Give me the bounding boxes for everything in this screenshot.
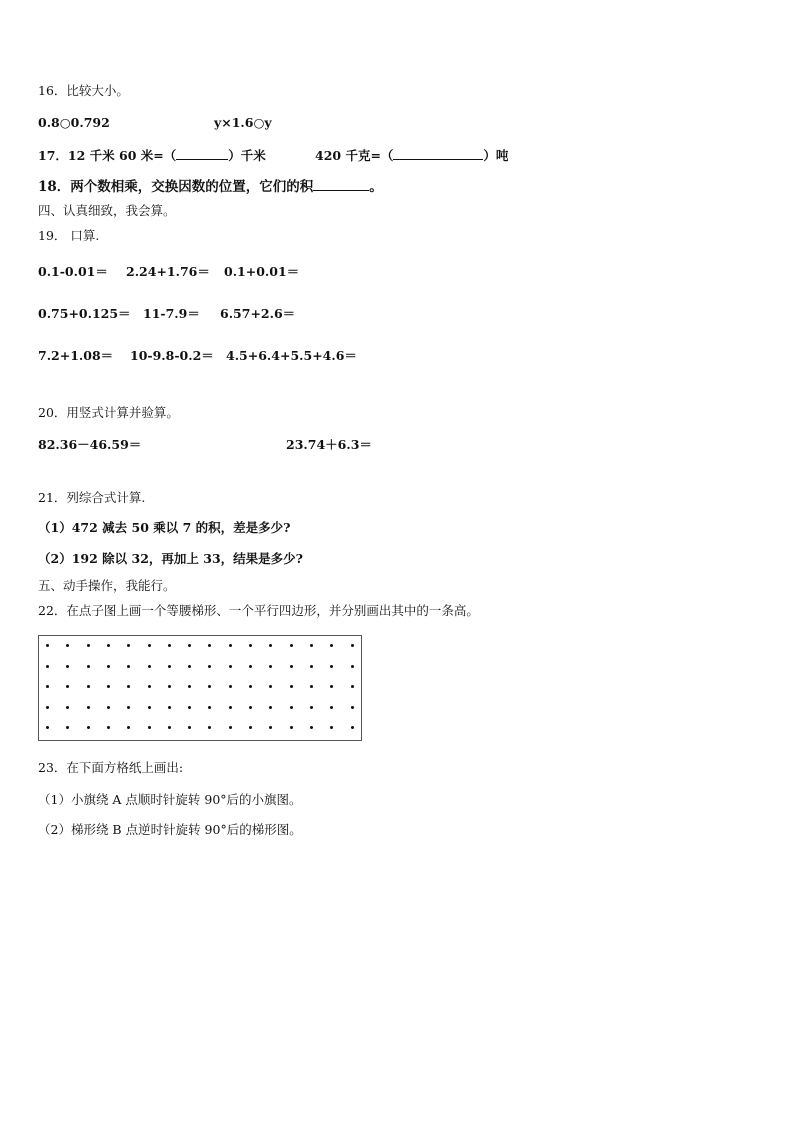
grid-dot: [310, 644, 313, 647]
grid-dot: [107, 644, 110, 647]
q19-r1-c3: 0.1+0.01＝: [224, 264, 300, 279]
grid-dot: [208, 644, 211, 647]
grid-dot: [351, 685, 354, 688]
grid-dot: [290, 685, 293, 688]
grid-dot: [188, 706, 191, 709]
grid-dot: [351, 726, 354, 729]
grid-dot: [66, 706, 69, 709]
grid-dot: [127, 665, 130, 668]
grid-dot: [269, 726, 272, 729]
grid-dot: [87, 685, 90, 688]
grid-dot: [310, 706, 313, 709]
q17-part1-suffix: ）千米: [228, 148, 266, 163]
grid-dot: [330, 685, 333, 688]
q17-part2-prefix: 420 千克=（: [315, 148, 394, 163]
grid-dot: [208, 685, 211, 688]
grid-dot: [168, 644, 171, 647]
grid-dot: [168, 706, 171, 709]
grid-dot: [188, 665, 191, 668]
grid-dot: [208, 726, 211, 729]
q19-r2-c3: 6.57+2.6＝: [220, 306, 296, 321]
grid-dot: [107, 665, 110, 668]
grid-dot: [269, 706, 272, 709]
grid-dot: [87, 706, 90, 709]
q17-blank-2[interactable]: [393, 146, 483, 160]
grid-dot: [66, 685, 69, 688]
grid-dot: [46, 644, 49, 647]
grid-dot: [330, 726, 333, 729]
q18-end: 。: [369, 179, 383, 195]
grid-dot: [269, 644, 272, 647]
q19-title: 19． 口算.: [38, 228, 100, 243]
grid-dot: [229, 644, 232, 647]
grid-dot: [290, 726, 293, 729]
grid-dot: [127, 644, 130, 647]
q19-r3-c1: 7.2+1.08＝: [38, 348, 114, 363]
grid-dot: [188, 726, 191, 729]
grid-dot: [310, 685, 313, 688]
q16-title: 16．比较大小。: [38, 83, 129, 98]
q18-prefix: 18．两个数相乘，交换因数的位置，它们的积: [38, 179, 314, 195]
q20-item-a: 82.36－46.59＝: [38, 437, 142, 452]
q23-sub1: （1）小旗绕 A 点顺时针旋转 90°后的小旗图。: [38, 792, 302, 807]
grid-dot: [290, 644, 293, 647]
grid-dot: [87, 726, 90, 729]
grid-dot: [229, 685, 232, 688]
grid-dot: [148, 685, 151, 688]
grid-dot: [269, 665, 272, 668]
grid-dot: [188, 644, 191, 647]
grid-dot: [107, 706, 110, 709]
grid-dot: [249, 706, 252, 709]
q23-sub2: （2）梯形绕 B 点逆时针旋转 90°后的梯形图。: [38, 822, 302, 837]
grid-dot: [330, 665, 333, 668]
grid-dot: [107, 726, 110, 729]
grid-dot: [269, 685, 272, 688]
q16-item-b: y×1.6○y: [214, 115, 272, 130]
q17-part2: [315, 146, 508, 164]
grid-dot: [188, 685, 191, 688]
grid-dot: [310, 726, 313, 729]
grid-dot: [208, 706, 211, 709]
grid-dot: [310, 665, 313, 668]
grid-dot: [229, 706, 232, 709]
grid-dot: [127, 706, 130, 709]
dot-grid[interactable]: [38, 635, 362, 741]
grid-dot: [168, 726, 171, 729]
q19-r2-c2: 11-7.9＝: [143, 306, 200, 321]
grid-dot: [249, 665, 252, 668]
q19-r1-c2: 2.24+1.76＝: [126, 264, 210, 279]
grid-dot: [330, 644, 333, 647]
q17-part2-suffix: ）吨: [483, 148, 509, 163]
q18-text: [38, 177, 383, 195]
grid-dot: [290, 665, 293, 668]
grid-dot: [229, 726, 232, 729]
grid-dot: [290, 706, 293, 709]
grid-dot: [351, 644, 354, 647]
grid-dot: [127, 685, 130, 688]
q23-title: 23．在下面方格纸上画出:: [38, 760, 184, 775]
grid-dot: [208, 665, 211, 668]
q16-item-a: 0.8○0.792: [38, 115, 110, 130]
grid-dot: [148, 726, 151, 729]
q17-part1: [38, 146, 266, 164]
q18-blank[interactable]: [313, 177, 369, 191]
q19-r2-c1: 0.75+0.125＝: [38, 306, 131, 321]
grid-dot: [148, 644, 151, 647]
grid-dot: [46, 665, 49, 668]
grid-dot: [46, 726, 49, 729]
q21-sub2: （2）192 除以 32，再加上 33，结果是多少?: [38, 551, 303, 566]
grid-dot: [249, 726, 252, 729]
q20-title: 20．用竖式计算并验算。: [38, 405, 179, 420]
q21-title: 21．列综合式计算.: [38, 490, 146, 505]
grid-dot: [168, 665, 171, 668]
grid-dot: [46, 706, 49, 709]
grid-dot: [249, 685, 252, 688]
q22-title: 22．在点子图上画一个等腰梯形、一个平行四边形，并分别画出其中的一条高。: [38, 603, 479, 618]
section5-title: 五、动手操作，我能行。: [38, 578, 176, 593]
grid-dot: [229, 665, 232, 668]
q17-blank-1[interactable]: [176, 146, 228, 160]
q19-r1-c1: 0.1-0.01＝: [38, 264, 108, 279]
grid-dot: [66, 726, 69, 729]
q19-r3-c3: 4.5+6.4+5.5+4.6＝: [226, 348, 357, 363]
grid-dot: [87, 644, 90, 647]
q20-item-b: 23.74＋6.3＝: [286, 437, 372, 452]
grid-dot: [66, 665, 69, 668]
q17-part1-prefix: 17．12 千米 60 米=（: [38, 148, 177, 163]
grid-dot: [249, 644, 252, 647]
grid-dot: [46, 685, 49, 688]
grid-dot: [148, 665, 151, 668]
grid-dot: [351, 706, 354, 709]
grid-dot: [66, 644, 69, 647]
q19-r3-c2: 10-9.8-0.2＝: [130, 348, 214, 363]
grid-dot: [330, 706, 333, 709]
grid-dot: [127, 726, 130, 729]
grid-dot: [168, 685, 171, 688]
q21-sub1: （1）472 减去 50 乘以 7 的积，差是多少?: [38, 520, 291, 535]
grid-dot: [351, 665, 354, 668]
grid-dot: [107, 685, 110, 688]
section4-title: 四、认真细致，我会算。: [38, 203, 176, 218]
grid-dot: [148, 706, 151, 709]
grid-dot: [87, 665, 90, 668]
